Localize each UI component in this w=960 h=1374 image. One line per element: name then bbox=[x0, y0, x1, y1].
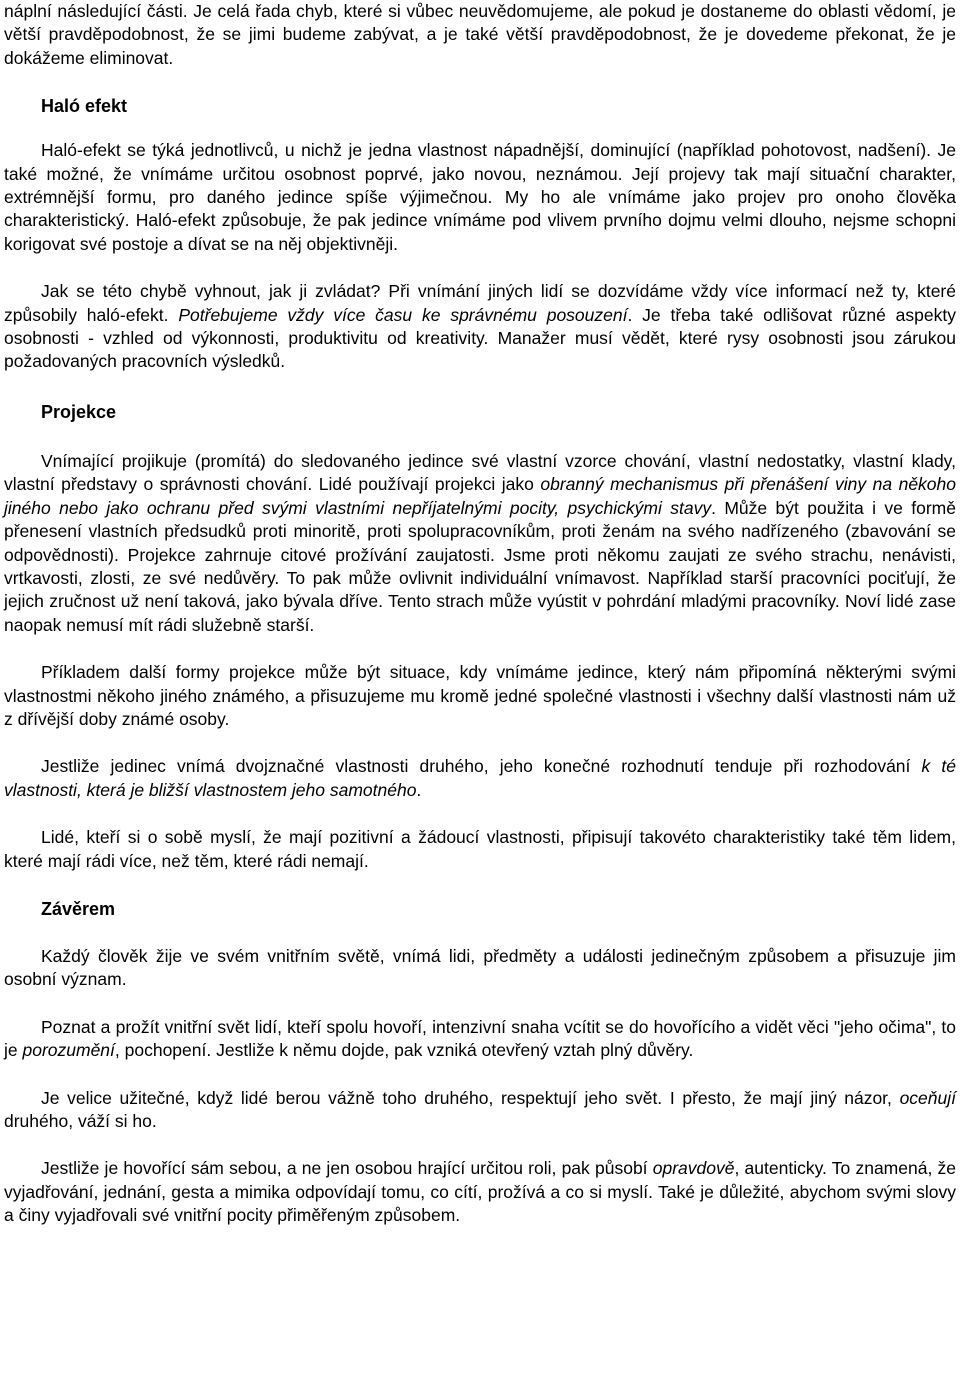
heading-halo-efekt: Haló efekt bbox=[41, 96, 128, 117]
paragraph-zaverem-1: Každý člověk žije ve svém vnitřním světě, vnímá lidi, předměty a události jedinečným způsobem a přisuzuje jim osobní význam. bbox=[4, 945, 956, 990]
paragraph-intro: náplní následující části. Je celá řada chyb, které si vůbec neuvědomujeme, ale pokud je dostaneme do oblasti vědomí, je větší pravděpodobnost, že se jimi budeme zabývat, a je také větší pravděpodobnost, že je dovedeme překonat, že je dokážeme eliminovat. bbox=[4, 1, 956, 68]
paragraph-projekce-3: Jestliže jedinec vnímá dvojznačné vlastnosti druhého, jeho konečné rozhodnutí tenduje při rozhodování k té vlastnosti, která je bližší vlastnostem jeho samotného. bbox=[4, 756, 956, 800]
paragraph-zaverem-4: Jestliže je hovořící sám sebou, a ne jen osobou hrající určitou roli, pak působí opravdově, autenticky. To znamená, že vyjadřování, jednání, gesta a mimika odpovídají tomu, co cítí, prožívá a co si myslí. Také je důležité, abychom svými slovy a činy vyjadřovali své vnitřní pocity přiměřeným způsobem. bbox=[4, 1158, 957, 1226]
paragraph-zaverem-2: Poznat a prožít vnitřní svět lidí, kteří spolu hovoří, intenzivní snaha vcítit se do hovořícího a vidět věci "jeho očima", to je porozumění, pochopení. Jestliže k němu dojde, pak vzniká otevřený vztah plný důvěry. bbox=[4, 1016, 956, 1061]
paragraph-halo-2: Jak se této chybě vyhnout, jak ji zvládat? Při vnímání jiných lidí se dozvídáme vždy více informací než ty, které způsobily haló-efekt. Potřebujeme vždy více času ke správnému posouzení. Je třeba také odlišovat různé aspekty osobnosti - vzhled od výkonnosti, produktivitu od kreativity. Manažer musí vědět, které rysy osobnosti jsou zárukou požadovaných pracovních výsledků. bbox=[4, 281, 956, 372]
paragraph-projekce-1: Vnímající projikuje (promítá) do sledovaného jedince své vlastní vzorce chování, vlastní nedostatky, vlastní klady, vlastní představy o správnosti chování. Lidé používají projekci jako obranný mechanismus při přenášení viny na někoho jiného nebo jako ochranu před svými vlastními nepříjatelnými pocity, psychickými stavy. Může být použita i ve formě přenesení vlastních předsudků proti minoritě, proti spolupracovníkům, proti ženám na svého nadřízeného (zbavování se odpovědnosti). Projekce zahrnuje citové prožívání zaujatosti. Jsme proti někomu zaujati ze svého strachu, nenávisti, vrtkavosti, zlosti, ze své nedůvěry. To pak může ovlivnit individuální vnímavost. Například starší pracovníci pociťují, že jejich zručnost už není taková, jako bývala dříve. Tento strach může vyústit v pohrdání mladými pracovníky. Noví lidé zase naopak nemusí mít rádi služebně starší. bbox=[4, 450, 956, 635]
paragraph-halo-1: Haló-efekt se týká jednotlivců, u nichž je jedna vlastnost nápadnější, dominující (například pohotovost, nadšení). Je také možné, že vnímáme určitou osobnost poprvé, jako novou, neznámou. Její projevy tak mají situační charakter, extrémnější formu, pro daného jedince spíše výjimečnou. My ho ale vnímáme jako projev pro onoho člověka charakteristický. Haló-efekt způsobuje, že pak jedince vnímáme pod vlivem prvního dojmu velmi dlouho, nejsme schopni korigovat své postoje a dívat se na něj objektivněji. bbox=[4, 140, 956, 254]
paragraph-projekce-2: Příkladem další formy projekce může být situace, kdy vnímáme jedince, který nám připomíná některými svými vlastnostmi někoho jiného známého, a přisuzujeme mu kromě jedné společné vlastnosti i všechny další vlastnosti nám už z dřívější doby známé osoby. bbox=[4, 662, 956, 729]
paragraph-projekce-4: Lidé, kteří si o sobě myslí, že mají pozitivní a žádoucí vlastnosti, připisují takovéto charakteristiky také těm lidem, které mají rádi více, než těm, které rádi nemají. bbox=[4, 827, 956, 871]
heading-projekce: Projekce bbox=[41, 401, 117, 422]
heading-zaverem: Závěrem bbox=[41, 898, 116, 919]
paragraph-zaverem-3: Je velice užitečné, když lidé berou vážně toho druhého, respektují jeho svět. I přesto, že mají jiný názor, oceňují druhého, váží si ho. bbox=[4, 1087, 956, 1131]
